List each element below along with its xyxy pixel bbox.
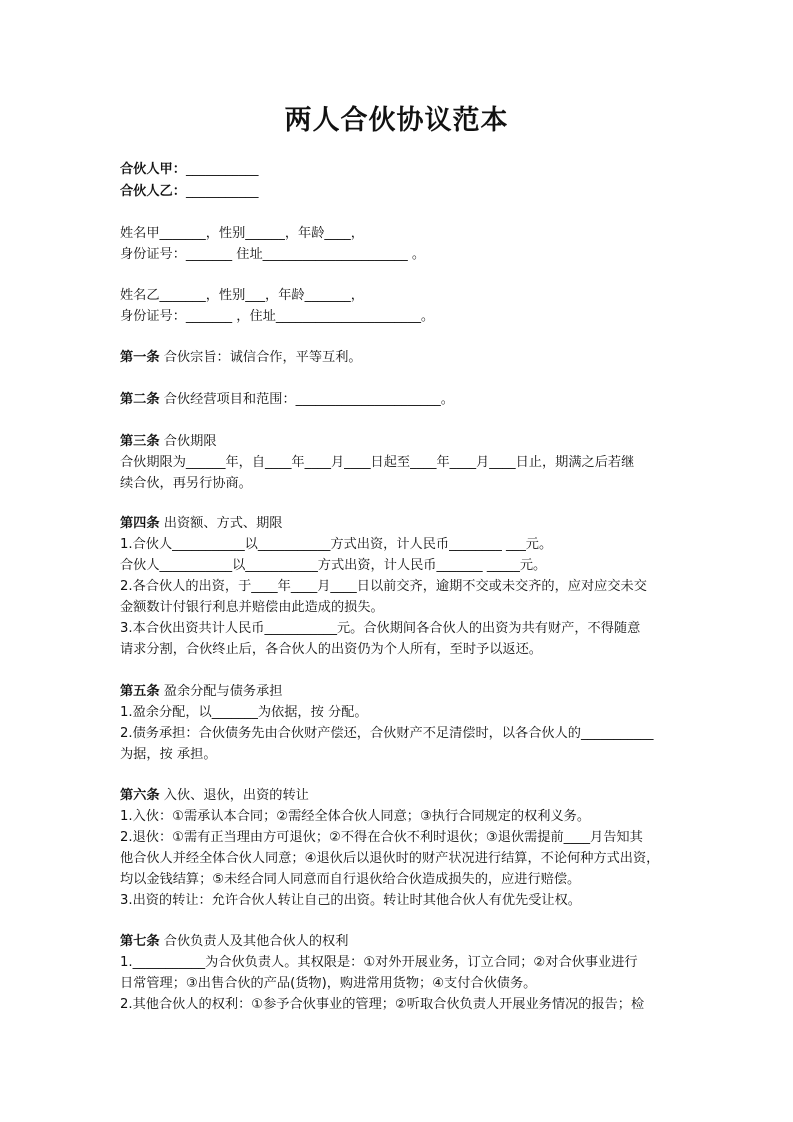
line-text: 2.退伙：①需有正当理由方可退伙；②不得在合伙不利时退伙；③退伙需提前____月告知其	[120, 830, 643, 845]
line-text: 合伙人___________以___________方式出资，计人民币_______ _____元。	[120, 558, 547, 573]
line-heading: 合伙人甲：	[120, 162, 186, 177]
line-text: 日常管理；③出售合伙的产品(货物)，购进常用货物；④支付合伙债务。	[120, 976, 537, 991]
line-text: 合伙经营项目和范围：______________________。	[159, 392, 454, 407]
line-text: 2.债务承担：合伙债务先由合伙财产偿还，合伙财产不足清偿时，以各合伙人的___________	[120, 726, 654, 741]
document-line	[120, 286, 680, 306]
document-line	[120, 828, 680, 848]
document-line	[120, 682, 680, 702]
document-line	[120, 724, 680, 744]
document-line	[120, 786, 680, 806]
line-heading: 第七条	[120, 934, 160, 949]
document-line	[120, 891, 680, 911]
line-heading: 第二条	[120, 392, 160, 407]
document-line	[120, 556, 680, 576]
document-line	[120, 870, 680, 890]
line-heading: 第三条	[120, 434, 160, 449]
document-line	[120, 640, 680, 660]
line-text: 姓名甲_______，性别______，年龄____，	[120, 226, 364, 241]
line-text: 身份证号：_______ ，住址______________________。	[120, 309, 435, 324]
document-line	[120, 849, 680, 869]
line-text: 3.本合伙出资共计人民币___________元。合伙期间各合伙人的出资为共有财产，不得随意	[120, 621, 641, 636]
document-line	[120, 390, 680, 410]
line-text: 入伙、退伙，出资的转让	[159, 788, 309, 803]
document-line	[120, 619, 680, 639]
document-line	[120, 932, 680, 952]
line-text: 1.盈余分配，以_______为依据，按 分配。	[120, 705, 368, 720]
line-text: 3.出资的转让：允许合伙人转让自己的出资。转让时其他合伙人有优先受让权。	[120, 893, 581, 908]
document-line	[120, 348, 680, 368]
line-text: 1.___________为合伙负责人。其权限是：①对外开展业务，订立合同；②对合伙事业进行	[120, 955, 638, 970]
document-line	[120, 160, 680, 180]
line-text: 2.其他合伙人的权利：①参予合伙事业的管理；②听取合伙负责人开展业务情况的报告；检	[120, 997, 645, 1012]
line-text: 身份证号：_______ 住址______________________ 。	[120, 247, 426, 262]
document-line	[120, 598, 680, 618]
line-text: 合伙负责人及其他合伙人的权利	[159, 934, 349, 949]
line-text: 1.合伙人___________以___________方式出资，计人民币________ ___元。	[120, 537, 553, 552]
line-text: 均以金钱结算；⑤未经合同人同意而自行退伙给合伙造成损失的，应进行赔偿。	[120, 872, 581, 887]
line-text: ___________	[185, 162, 259, 177]
line-text: 他合伙人并经全体合伙人同意；④退伙后以退伙时的财产状况进行结算，不论何种方式出资，	[120, 851, 660, 866]
document-line	[120, 453, 680, 473]
line-text: 合伙期限	[159, 434, 217, 449]
line-text: ___________	[185, 184, 259, 199]
document-line	[120, 182, 680, 202]
document-line	[120, 703, 680, 723]
line-text: 合伙期限为______年，自____年____月____日起至____年____月____日止，期满之后若继	[120, 455, 635, 470]
document-line	[120, 974, 680, 994]
document-line	[120, 535, 680, 555]
document-line	[120, 995, 680, 1015]
line-text: 合伙宗旨：诚信合作，平等互利。	[159, 350, 362, 365]
document-title: 两人合伙协议范本	[284, 105, 509, 136]
line-heading: 合伙人乙：	[120, 184, 186, 199]
line-heading: 第五条	[120, 684, 160, 699]
line-text: 金额数计付银行利息并赔偿由此造成的损失。	[120, 600, 384, 615]
line-text: 姓名乙_______，性别___，年龄_______，	[120, 288, 364, 303]
line-text: 出资额、方式、期限	[159, 516, 283, 531]
line-text: 请求分割，合伙终止后，各合伙人的出资仍为个人所有，至时予以返还。	[120, 642, 542, 657]
document-line	[120, 245, 680, 265]
document-line	[120, 745, 680, 765]
line-text: 盈余分配与债务承担	[159, 684, 283, 699]
document-line	[120, 432, 680, 452]
document-line	[120, 474, 680, 494]
document-line	[120, 224, 680, 244]
line-heading: 第六条	[120, 788, 160, 803]
line-text: 1.入伙：①需承认本合同；②需经全体合伙人同意；③执行合同规定的权利义务。	[120, 809, 591, 824]
document-line	[120, 577, 680, 597]
document-line	[120, 953, 680, 973]
document-line	[120, 807, 680, 827]
line-text: 2.各合伙人的出资，于____年____月____日以前交齐，逾期不交或未交齐的，应对应交未交	[120, 579, 647, 594]
document-line	[120, 514, 680, 534]
line-heading: 第四条	[120, 516, 160, 531]
line-text: 续合伙，再另行协商。	[120, 476, 252, 491]
line-text: 为据，按 承担。	[120, 747, 217, 762]
line-heading: 第一条	[120, 350, 160, 365]
document-line	[120, 307, 680, 327]
